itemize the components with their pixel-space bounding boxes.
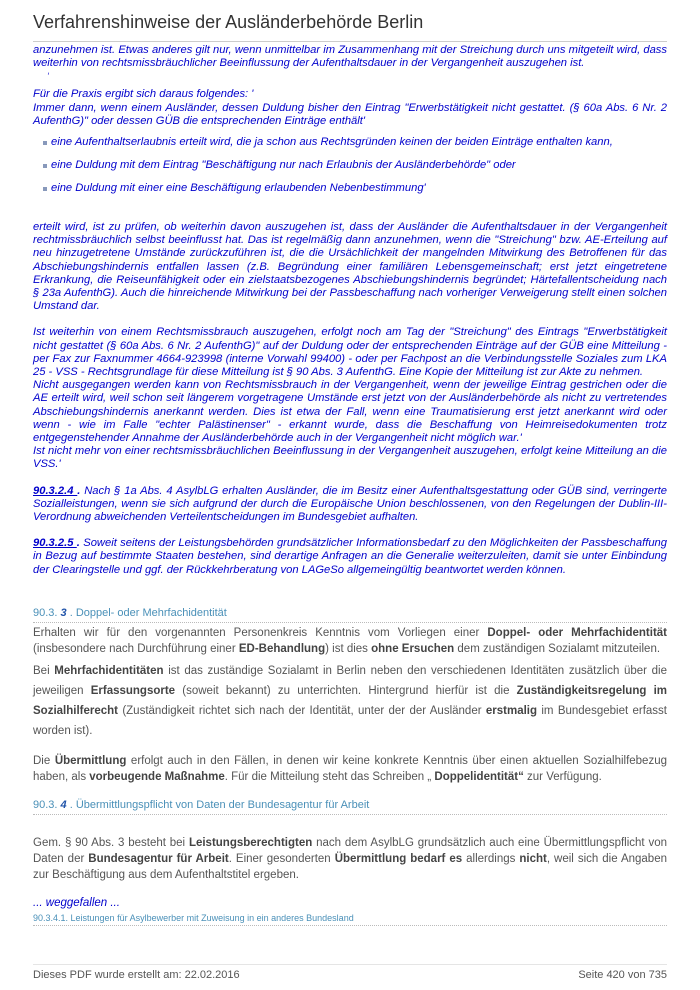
bold-text: Übermittlung bedarf es [334, 852, 463, 865]
paragraph-90-3-2-4 [33, 485, 667, 525]
section-heading-90-3-3 [33, 607, 667, 623]
list-item: eine Aufenthaltserlaubnis erteilt wird, die ja schon aus Rechtsgründen keinen der beiden Einträge enthalten kann, [43, 136, 667, 149]
page-title: Verfahrenshinweise der Ausländerbehörde Berlin [33, 12, 424, 32]
page-number: Seite 420 von 735 [578, 969, 667, 981]
text: . Einer gesonderten [228, 852, 335, 865]
list-item: eine Duldung mit einer eine Beschäftigung erlaubenden Nebenbestimmung' [43, 182, 667, 195]
section-link-90-3-4-1[interactable]: 90.3.4.1. Leistungen für Asylbewerber mit Zuweisung in ein anderes Bundesland [33, 913, 667, 926]
bullet-list [43, 136, 667, 195]
text: , weil sich die Angaben zur Beschäftigung aus dem Aufenthaltstitel ergeben. [33, 852, 667, 881]
text: Gem. § 90 Abs. 3 besteht bei [33, 836, 189, 849]
section-link-90-3-2-5[interactable]: 90.3.2.5 [33, 537, 77, 550]
paragraph: Für die Praxis ergibt sich daraus folgendes: ' [33, 88, 254, 101]
text: nach dem AsylbLG grundsätzlich auch eine Übermittlungspflicht von Daten der [33, 836, 667, 865]
removed-note: ... weggefallen ... [33, 896, 120, 909]
paragraph-text: Soweit seitens der Leistungsbehörden grundsätzlicher Informationsbedarf zu den Möglichkeiten der Passbeschaffung in Bezug auf bestimmte Staaten bestehen, sind derartige Anfragen an die Generalie weiterzuleiten, damit sie unter Einbindung der Clearingstelle und ggf. der Rückkehrberatung von LAGeSo allgemeingültig beantwortet werden können. [33, 537, 667, 576]
quoted-instructions [33, 44, 667, 577]
section-heading-90-3-4 [33, 799, 667, 815]
paragraph: erteilt wird, ist zu prüfen, ob weiterhin davon auszugehen ist, dass der Ausländer die Aufenthaltsdauer in der Vergangenheit rechtmissbräuchlich selbst beeinflusst hat. Das ist regelmäßig dann anzunehmen, wenn die "Streichung" bzw. AE-Erteilung auf neu hinzugetretene Umstände zurückzuführen ist, die die Ursächlichkeit der mangelnden Mitwirkung des Betroffenen für das Abschiebungshindernis entfallen lassen (z.B. Begründung einer familiären Lebensgemeinschaft; erst jetzt eingetretene Erkrankung, die Reiseunfähigkeit oder ein zielstaatsbezogenes Abschiebungshindernis begründet; Härtefallentscheidung nach § 23a AufenthG). Auch die hinreichende Mitwirkung bei der Passbeschaffung nach vorheriger Verweigerung stellt einen solchen Umstand dar. [33, 221, 667, 313]
created-date: Dieses PDF wurde erstellt am: 22.02.2016 [33, 969, 240, 981]
paragraph-text: Nach § 1a Abs. 4 AsylbLG erhalten Ausländer, die im Besitz einer Aufenthaltsgestattung oder GÜB sind, verringerte Sozialleistungen, wenn sie sich aufgrund der durch die Europäische Union beschlossenen, von den Regelungen der Dublin-III-Verordnung abweichenden Verteilentscheidungen im Bundesgebiet aufhalten. [33, 484, 668, 524]
text: (insbesondere nach Durchführung einer [33, 642, 239, 655]
paragraph: Ist nicht mehr von einer rechtsmissbräuchlichen Beeinflussung in der Vergangenheit auszugehen, erfolgt keine Mitteilung an die VSS.' [33, 445, 667, 471]
text: ) ist dies [325, 642, 372, 655]
text: Die [33, 754, 55, 767]
ref-dot: . [77, 484, 81, 497]
section-prefix: 90.3. [33, 606, 61, 619]
bold-text: nicht [519, 852, 547, 865]
paragraph [33, 753, 667, 785]
text: (Zuständigkeit richtet sich nach der Identität, unter der der Ausländer [118, 704, 486, 717]
page-footer [33, 964, 667, 981]
page-header [33, 12, 667, 42]
list-item: eine Duldung mit dem Eintrag "Beschäftigung nur nach Erlaubnis der Ausländerbehörde" oder [43, 159, 667, 172]
text: dem zuständigen Sozialamt mitzuteilen. [454, 642, 661, 655]
paragraph-90-3-2-5 [33, 537, 667, 577]
bold-text: ohne Ersuchen [371, 642, 455, 655]
section-title: . Doppel- oder Mehrfachidentität [66, 606, 227, 619]
text: im Bundesgebiet erfasst worden ist). [33, 704, 667, 737]
bold-text: Zuständigkeitsregelung im Sozialhilferecht [33, 684, 668, 717]
text: zur Verfügung. [523, 770, 602, 783]
bold-text: vorbeugende Maßnahme [89, 770, 225, 783]
bold-text: erstmalig [485, 704, 538, 717]
bold-text: Mehrfachidentitäten [54, 664, 164, 677]
bold-text: Doppelidentität“ [434, 770, 524, 783]
bold-text: Erfassungsorte [90, 684, 176, 697]
bold-text: Leistungsberechtigten [188, 836, 313, 849]
paragraph: Immer dann, wenn einem Ausländer, dessen Duldung bisher den Eintrag "Erwerbstätigkeit nicht gestattet. (§ 60a Abs. 6 Nr. 2 AufenthG)" oder dessen GÜB die entsprechenden Einträge enthält' [33, 101, 667, 127]
paragraph [33, 625, 667, 657]
text: allerdings [462, 852, 520, 865]
section-number: 4 [60, 798, 67, 811]
ref-dot: . [76, 537, 80, 550]
paragraph: anzunehmen ist. Etwas anderes gilt nur, wenn unmittelbar im Zusammenhang mit der Streichung durch uns mitgeteilt wird, dass weiterhin von rechtsmissbräuchlicher Beeinflussung der Aufenthaltsdauer in der Vergangenheit auszugehen ist. [33, 44, 667, 70]
section-body-90-3-4 [33, 835, 667, 883]
bold-text: Übermittlung [54, 754, 127, 767]
bold-text: Doppel- oder Mehrfachidentität [487, 626, 667, 639]
paragraph: Ist weiterhin von einem Rechtsmissbrauch auszugehen, erfolgt noch am Tag der "Streichung" des Eintrags "Erwerbstätigkeit nicht gestattet (§ 60a Abs. 6 Nr. 2 AufenthG)" auf der Duldung oder der entsprechenden Einträge auf der GÜB eine Mitteilung - per Fax zur Faxnummer 4664-923998 (interne Vorwahl 99400) - oder per Fachpost an die Verbindungsstelle Soziales zum LKA 25 - VSS - Rechtsgrundlage für diese Mitteilung ist § 90 Abs. 3 AufenthG. Eine Kopie der Mitteilung ist zur Akte zu nehmen. [33, 326, 667, 379]
text: erfolgt auch in den Fällen, in denen wir keine konkrete Kenntnis über einen aktuellen Sozialhilfebezug haben, als [33, 754, 667, 783]
text: Erhalten wir für den vorgenannten Personenkreis Kenntnis vom Vorliegen einer [33, 626, 488, 639]
paragraph: Nicht ausgegangen werden kann von Rechtsmissbrauch in der Vergangenheit, wenn der jeweilige Eintrag gestrichen oder die AE erteilt wird, weil schon seit längerem vorgetragene Umstände erst jetzt von der Ausländerbehörde als nicht zu vertretendes Abschiebungshindernis anerkannt werden. Dies ist etwa der Fall, wenn eine Traumatisierung erst jetzt anerkannt wird oder wenn - wie im Falle "echter Palästinenser" - erkannt wurde, dass die Beschaffung von Heimreisedokumenten trotz entgegenstehender Annahme der Ausländerbehörde auch in der Vergangenheit nicht möglich war.' [33, 379, 667, 445]
quote-mark: ‘ [47, 71, 49, 82]
section-title: . Übermittlungspflicht von Daten der Bundesagentur für Arbeit [66, 798, 370, 811]
main-content [33, 44, 667, 926]
section-link-90-3-2-4[interactable]: 90.3.2.4 [33, 484, 78, 497]
paragraph [33, 661, 667, 741]
text: ist das zuständige Sozialamt in Berlin neben den verschiedenen Identitäten zusätzlich über die jeweiligen [33, 664, 668, 697]
text: (soweit bekannt) zu unterrichten. Hintergrund hierfür ist die [175, 684, 517, 697]
section-number: 3 [60, 606, 67, 619]
bold-text: Bundesagentur für Arbeit [88, 852, 229, 865]
bold-text: ED-Behandlung [238, 642, 326, 655]
section-prefix: 90.3. [33, 798, 61, 811]
text: . Für die Mitteilung steht das Schreiben „ [224, 770, 435, 783]
text: Bei [33, 664, 55, 677]
paragraph [33, 835, 667, 883]
section-body-90-3-3 [33, 625, 667, 785]
